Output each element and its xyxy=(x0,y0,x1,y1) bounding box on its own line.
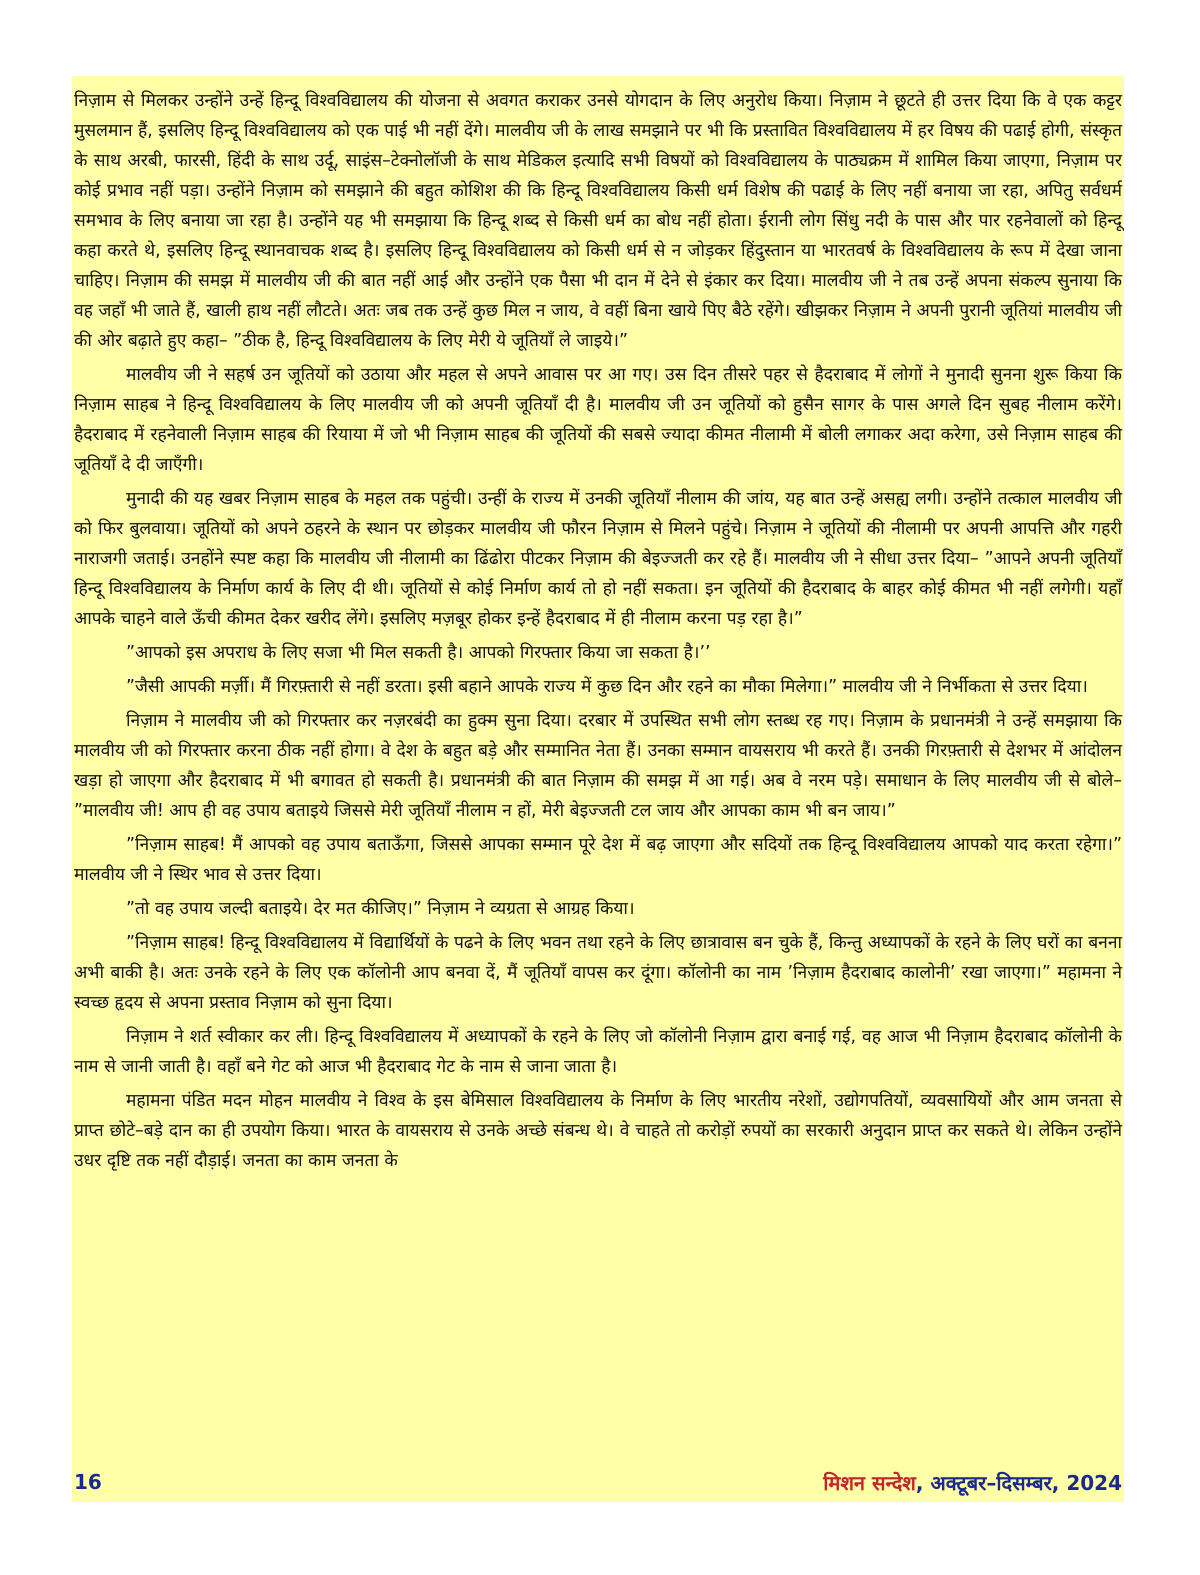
footer-separator: , xyxy=(915,1470,931,1495)
paragraph: मुनादी की यह खबर निज़ाम साहब के महल तक पहुंची। उन्हीं के राज्य में उनकी जूतियाँ नीलाम की जांय, यह बात उन्हें असह्य लगी। उन्होंने तत्काल मालवीय जी को फिर बुलवाया। जूतियों को अपने ठहरने के स्थान पर छोड़कर मालवीय जी फौरन निज़ाम से मिलने पहुंचे। निज़ाम ने जूतियों की नीलामी पर अपनी आपत्ति और गहरी नाराजगी जताई। उनहोंने स्पष्ट कहा कि मालवीय जी नीलामी का ढिंढोरा पीटकर निज़ाम की बेइज्जती कर रहे हैं। मालवीय जी ने सीधा उत्तर दिया– ”आपने अपनी जूतियाँ हिन्दू विश्वविद्यालय के निर्माण कार्य के लिए दी थी। जूतियों से कोई निर्माण कार्य तो हो नहीं सकता। इन जूतियों की हैदराबाद के बाहर कोई कीमत भी नहीं लगेगी। यहाँ आपके चाहने वाले ऊँची कीमत देकर खरीद लेंगे। इसलिए मज़बूर होकर इन्हें हैदराबाद में ही नीलाम करना पड़ रहा है।” xyxy=(74,489,1122,629)
paragraph: निज़ाम ने शर्त स्वीकार कर ली। हिन्दू विश्वविद्यालय में अध्यापकों के रहने के लिए जो कॉलोनी निज़ाम द्वारा बनाई गई, वह आज भी निज़ाम हैदराबाद कॉलोनी के नाम से जानी जाती है। वहाँ बने गेट को आज भी हैदराबाद गेट के नाम से जाना जाता है। xyxy=(74,1027,1122,1077)
paragraph: निज़ाम ने मालवीय जी को गिरफ्तार कर नज़रबंदी का हुक्म सुना दिया। दरबार में उपस्थित सभी लोग स्तब्ध रह गए। निज़ाम के प्रधानमंत्री ने उन्हें समझाया कि मालवीय जी को गिरफ्तार करना ठीक नहीं होगा। वे देश के बहुत बड़े और सम्मानित नेता हैं। उनका सम्मान वायसराय भी करते हैं। उनकी गिरफ़्तारी से देशभर में आंदोलन खड़ा हो जाएगा और हैदराबाद में भी बगावत हो सकती है। प्रधानमंत्री की बात निज़ाम की समझ में आ गई। अब वे नरम पड़े। समाधान के लिए मालवीय जी से बोले– ”मालवीय जी! आप ही वह उपाय बताइये जिससे मेरी जूतियाँ नीलाम न हों, मेरी बेइज्जती टल जाय और आपका काम भी बन जाय।” xyxy=(74,711,1122,821)
page-body xyxy=(72,76,1124,1462)
paragraph: ”तो वह उपाय जल्दी बताइये। देर मत कीजिए।” निज़ाम ने व्यग्रता से आग्रह किया। xyxy=(126,899,635,919)
magazine-name: मिशन सन्देश xyxy=(823,1470,916,1495)
paragraph: महामना पंडित मदन मोहन मालवीय ने विश्व के इस बेमिसाल विश्वविद्यालय के निर्माण के लिए भारतीय नरेशों, उद्योगपतियों, व्यवसायियों और आम जनता से प्राप्त छोटे–बड़े दान का ही उपयोग किया। भारत के वायसराय से उनके अच्छे संबन्ध थे। वे चाहते तो करोड़ों रुपयों का सरकारी अनुदान प्राप्त कर सकते थे। लेकिन उन्होंने उधर दृष्टि तक नहीं दौड़ाई। जनता का काम जनता के xyxy=(74,1091,1122,1171)
paragraph: ”निज़ाम साहब! हिन्दू विश्वविद्यालय में विद्यार्थियों के पढने के लिए भवन तथा रहने के लिए छात्रावास बन चुके हैं, किन्तु अध्यापकों के रहने के लिए घरों का बनना अभी बाकी है। अतः उनके रहने के लिए एक कॉलोनी आप बनवा दें, मैं जूतियाँ वापस कर दूंगा। कॉलोनी का नाम ’निज़ाम हैदराबाद कालोनी’ रखा जाएगा।” महामना ने स्वच्छ हृदय से अपना प्रस्ताव निज़ाम को सुना दिया। xyxy=(74,933,1122,1013)
paragraph: ”आपको इस अपराध के लिए सजा भी मिल सकती है। आपको गिरफ्तार किया जा सकता है।’’ xyxy=(126,643,711,663)
article-text xyxy=(74,86,1122,1176)
paragraph: निज़ाम से मिलकर उन्होंने उन्हें हिन्दू विश्वविद्यालय की योजना से अवगत कराकर उनसे योगदान के लिए अनुरोध किया। निज़ाम ने छूटते ही उत्तर दिया कि वे एक कट्टर मुसलमान हैं, इसलिए हिन्दू विश्वविद्यालय को एक पाई भी नहीं देंगे। मालवीय जी के लाख समझाने पर भी कि प्रस्तावित विश्वविद्यालय में हर विषय की पढाई होगी, संस्कृत के साथ अरबी, फारसी, हिंदी के साथ उर्दू, साइंस–टेक्नोलॉजी के साथ मेडिकल इत्यादि सभी विषयों को विश्वविद्यालय के पाठ्यक्रम में शामिल किया जाएगा, निज़ाम पर कोई प्रभाव नहीं पड़ा। उन्होंने निज़ाम को समझाने की बहुत कोशिश की कि हिन्दू विश्वविद्यालय किसी धर्म विशेष की पढाई के लिए नहीं बनाया जा रहा, अपितु सर्वधर्म समभाव के लिए बनाया जा रहा है। उन्होंने यह भी समझाया कि हिन्दू शब्द से किसी धर्म का बोध नहीं होता। ईरानी लोग सिंधु नदी के पास और पार रहनेवालों को हिन्दू कहा करते थे, इसलिए हिन्दू स्थानवाचक शब्द है। इसलिए हिन्दू विश्वविद्यालय को किसी धर्म से न जोड़कर हिंदुस्तान या भारतवर्ष के विश्वविद्यालय के रूप में देखा जाना चाहिए। निज़ाम की समझ में मालवीय जी की बात नहीं आई और उन्होंने एक पैसा भी दान में देने से इंकार कर दिया। मालवीय जी ने तब उन्हें अपना संकल्प सुनाया कि वह जहाँ भी जाते हैं, खाली हाथ नहीं लौटते। अतः जब तक उन्हें कुछ मिल न जाय, वे वहीं बिना खाये पिए बैठे रहेंगे। खीझकर निज़ाम ने अपनी पुरानी जूतियां मालवीय जी की ओर बढ़ाते हुए कहा– ”ठीक है, हिन्दू विश्वविद्यालय के लिए मेरी ये जूतियाँ ले जाइये।” xyxy=(74,91,1122,351)
paragraph: मालवीय जी ने सहर्ष उन जूतियों को उठाया और महल से अपने आवास पर आ गए। उस दिन तीसरे पहर से हैदराबाद में लोगों ने मुनादी सुनना शुरू किया कि निज़ाम साहब ने हिन्दू विश्वविद्यालय के लिए मालवीय जी को अपनी जूतियाँ दी है। मालवीय जी उन जूतियों को हुसैन सागर के पास अगले दिन सुबह नीलाम करेंगे। हैदराबाद में रहनेवाली निज़ाम साहब की रियाया में जो भी निज़ाम साहब की जूतियों की सबसे ज्यादा कीमत नीलामी में बोली लगाकर अदा करेगा, उसे निज़ाम साहब की जूतियाँ दे दी जाएँगी। xyxy=(74,365,1122,475)
paragraph: ”निज़ाम साहब! मैं आपको वह उपाय बताऊँगा, जिससे आपका सम्मान पूरे देश में बढ़ जाएगा और सदियों तक हिन्दू विश्वविद्यालय आपको याद करता रहेगा।” मालवीय जी ने स्थिर भाव से उत्तर दिया। xyxy=(74,835,1122,885)
page-footer xyxy=(72,1462,1124,1502)
magazine-issue xyxy=(823,1469,1122,1496)
issue-date: अक्टूबर–दिसम्बर, 2024 xyxy=(930,1470,1122,1495)
page-number: 16 xyxy=(74,1470,102,1494)
paragraph: ”जैसी आपकी मर्ज़ी। मैं गिरफ़्तारी से नहीं डरता। इसी बहाने आपके राज्य में कुछ दिन और रहने का मौका मिलेगा।” मालवीय जी ने निर्भीकता से उत्तर दिया। xyxy=(126,677,1088,697)
